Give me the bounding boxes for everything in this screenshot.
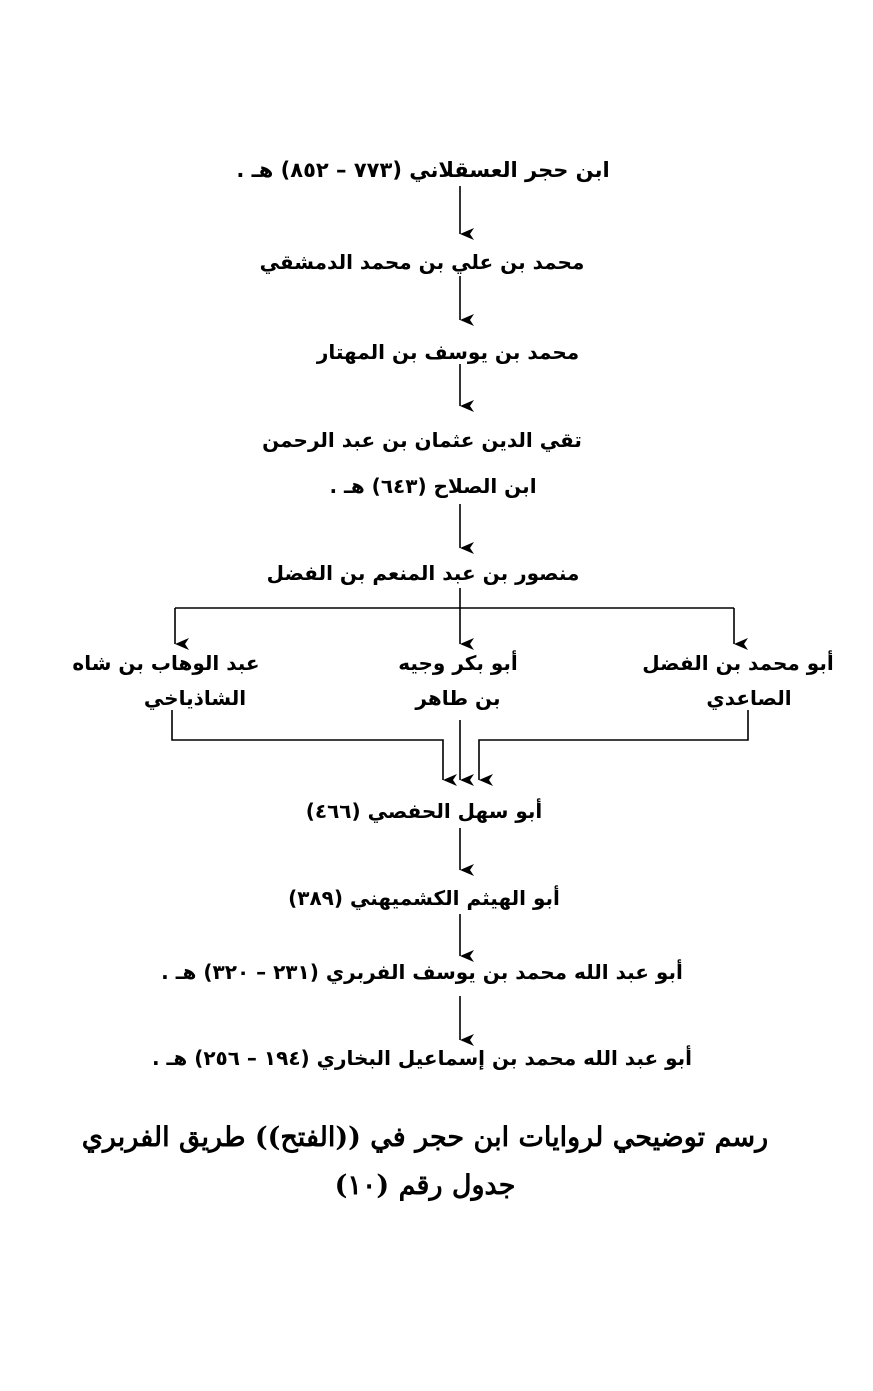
node-center-branch-line2: بن طاهر [415, 686, 501, 710]
node-right-branch-line2: الصاعدي [706, 686, 792, 710]
node-right-branch-line1: أبو محمد بن الفضل [642, 651, 834, 675]
merge-from-right [479, 710, 748, 780]
caption-title: رسم توضيحي لروايات ابن حجر في ((الفتح)) طريق الفربري [81, 1122, 769, 1153]
node-center-branch-line1: أبو بكر وجيه [398, 651, 518, 675]
merge-from-left [172, 710, 443, 780]
node-taqi-line1: تقي الدين عثمان بن عبد الرحمن [262, 428, 582, 452]
node-taqi-line2: ابن الصلاح (٦٤٣) هـ . [329, 474, 537, 498]
node-muhammad-dimashqi: محمد بن علي بن محمد الدمشقي [259, 250, 585, 274]
node-kushmihani: أبو الهيثم الكشميهني (٣٨٩) [288, 886, 560, 910]
node-hafsi: أبو سهل الحفصي (٤٦٦) [305, 799, 543, 823]
node-left-branch-line2: الشاذياخي [143, 686, 247, 710]
node-firabri: أبو عبد الله محمد بن يوسف الفربري (٢٣١ – ٣٢٠) هـ . [161, 960, 683, 984]
node-muhammad-muhtar: محمد بن يوسف بن المهتار [316, 340, 580, 364]
node-bukhari: أبو عبد الله محمد بن إسماعيل البخاري (١٩٤ – ٢٥٦) هـ . [151, 1046, 693, 1070]
node-mansur: منصور بن عبد المنعم بن الفضل [266, 561, 580, 585]
caption-table-number: جدول رقم (١٠) [334, 1170, 516, 1201]
node-ibn-hajar: ابن حجر العسقلاني (٧٧٣ – ٨٥٢) هـ . [236, 158, 610, 182]
node-left-branch-line1: عبد الوهاب بن شاه [72, 651, 260, 675]
